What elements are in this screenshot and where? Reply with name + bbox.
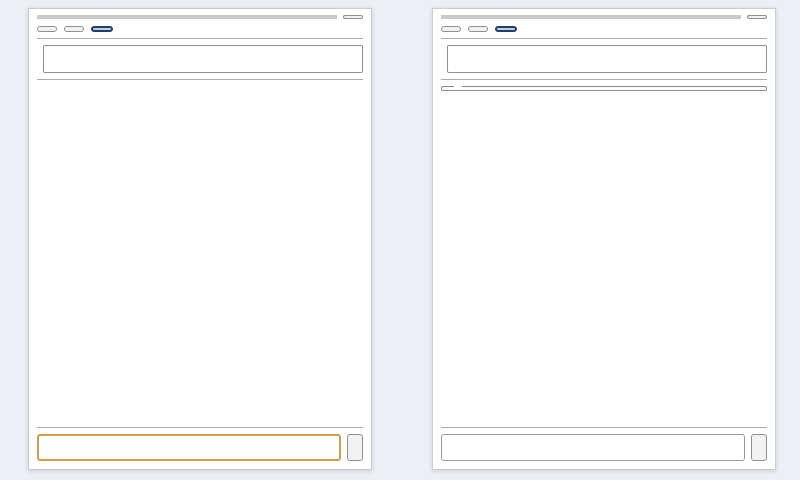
system-prompt-row [37, 45, 363, 73]
divider [37, 38, 363, 39]
tab-other[interactable] [495, 26, 517, 32]
chat-panel [28, 8, 372, 470]
tab-default[interactable] [64, 26, 84, 32]
divider [441, 79, 767, 80]
app-title [37, 15, 337, 19]
titlebar [441, 15, 767, 19]
query-area [37, 421, 363, 461]
query-area [441, 421, 767, 461]
system-prompt-input[interactable] [43, 45, 363, 73]
system-prompt-input[interactable] [447, 45, 767, 73]
api-request-options-fieldset [441, 86, 767, 91]
tab-new-chat[interactable] [441, 26, 461, 32]
tab-default[interactable] [468, 26, 488, 32]
submit-button[interactable] [347, 434, 363, 461]
tab-other[interactable] [91, 26, 113, 32]
divider [441, 427, 767, 428]
divider [37, 427, 363, 428]
submit-button[interactable] [751, 434, 767, 461]
system-prompt-row [441, 45, 767, 73]
settings-button[interactable] [747, 15, 767, 19]
titlebar [37, 15, 363, 19]
query-input[interactable] [441, 434, 745, 461]
tab-new-chat[interactable] [37, 26, 57, 32]
settings-panel [432, 8, 776, 470]
divider [441, 38, 767, 39]
app-title [441, 15, 741, 19]
divider [37, 79, 363, 80]
settings-button[interactable] [343, 15, 363, 19]
query-input[interactable] [37, 434, 341, 461]
chat-session-tabs [37, 26, 363, 32]
chat-session-tabs [441, 26, 767, 32]
settings-list [441, 86, 767, 91]
